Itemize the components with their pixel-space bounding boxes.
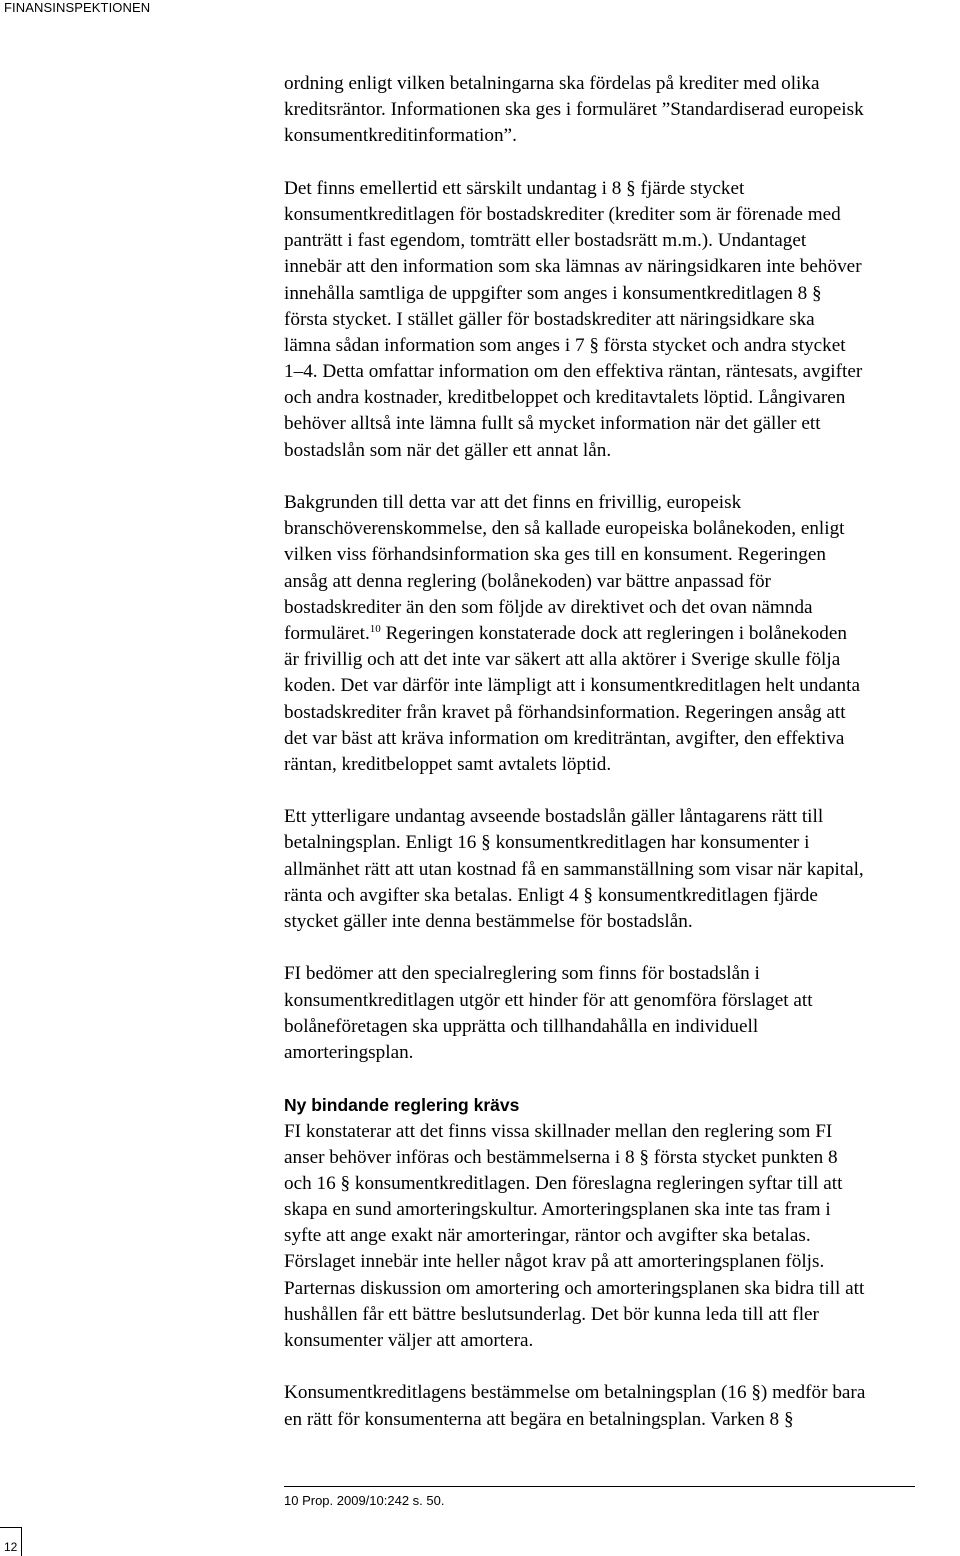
text-line: och andra kostnader, kreditbeloppet och kreditavtalets löptid. Långivaren: [284, 387, 846, 409]
paragraph: [284, 961, 960, 1066]
text-line: ansåg att denna reglering (bolånekoden) var bättre anpassad för: [284, 570, 771, 592]
text-line: en rätt för konsumenterna att begära en betalningsplan. Varken 8 §: [284, 1408, 794, 1430]
text-line: FI konstaterar att det finns vissa skillnader mellan den reglering som FI: [284, 1120, 833, 1142]
text-line: det var bäst att kräva information om krediträntan, avgifter, den effektiva: [284, 727, 845, 749]
paragraph: [284, 176, 960, 464]
text-line: ordning enligt vilken betalningarna ska fördelas på krediter med olika: [284, 73, 820, 94]
text-line: behöver alltså inte lämna fullt så mycket information när det gäller ett: [284, 413, 821, 435]
text-line: innebär att den information som ska lämnas av näringsidkaren inte behöver: [284, 256, 862, 278]
text-line: koden. Det var därför inte lämpligt att i konsumentkreditlagen helt undanta: [284, 675, 860, 697]
running-header: FINANSINSPEKTIONEN: [4, 0, 151, 15]
section: [284, 1092, 960, 1354]
paragraph: [284, 71, 960, 150]
text-line: konsumentkreditlagen utgör ett hinder för att genomföra förslaget att: [284, 989, 813, 1011]
text-line: Konsumentkreditlagens bestämmelse om betalningsplan (16 §) medför bara: [284, 1382, 866, 1404]
text-line: panträtt i fast egendom, tomträtt eller bostadsrätt m.m.). Undantaget: [284, 230, 807, 252]
text-line: Parternas diskussion om amortering och amorteringsplanen ska bidra till att: [284, 1277, 865, 1299]
text-line: [284, 621, 960, 647]
text-line: 1–4. Detta omfattar information om den effektiva räntan, räntesats, avgifter: [284, 361, 863, 383]
paragraph: [284, 804, 960, 935]
text-line: FI bedömer att den specialreglering som finns för bostadslån i: [284, 963, 760, 985]
text-line: ränta och avgifter ska betalas. Enligt 4 § konsumentkreditlagen fjärde: [284, 884, 818, 906]
text-fragment: formuläret.: [284, 622, 370, 644]
text-line: lämna sådan information som anges i 7 § första stycket och andra stycket: [284, 334, 846, 356]
text-line: branschöverenskommelse, den så kallade europeiska bolånekoden, enligt: [284, 518, 845, 540]
text-line: hushållen får ett bättre beslutsunderlag. Det bör kunna leda till att fler: [284, 1303, 819, 1325]
section-heading: Ny bindande reglering krävs: [284, 1095, 520, 1116]
paragraph: [284, 490, 960, 778]
text-line: Ett ytterligare undantag avseende bostadslån gäller låntagarens rätt till: [284, 806, 824, 828]
text-line: Det finns emellertid ett särskilt undantag i 8 § fjärde stycket: [284, 177, 745, 199]
text-line: allmänhet rätt att utan kostnad få en sammanställning som visar när kapital,: [284, 858, 864, 880]
footnote-separator: [284, 1486, 915, 1487]
text-line: amorteringsplan.: [284, 1041, 414, 1063]
paragraph: [284, 1380, 960, 1432]
text-line: Förslaget innebär inte heller något krav på att amorteringsplanen följs.: [284, 1251, 825, 1273]
body-text: [284, 71, 960, 1433]
text-line: betalningsplan. Enligt 16 § konsumentkreditlagen har konsumenter i: [284, 832, 810, 854]
text-line: bostadskrediter än den som följde av direktivet och det ovan nämnda: [284, 596, 813, 618]
text-line: konsumentkreditinformation”.: [284, 125, 517, 147]
text-line: är frivillig och att det inte var säkert att alla aktörer i Sverige skulle följa: [284, 649, 841, 671]
text-line: stycket gäller inte denna bestämmelse för bostadslån.: [284, 911, 693, 932]
text-line: kreditsräntor. Informationen ska ges i formuläret ”Standardiserad europeisk: [284, 99, 864, 121]
text-fragment: Regeringen konstaterade dock att regleringen i bolånekoden: [380, 622, 847, 644]
text-line: räntan, kreditbeloppet samt avtalets löptid.: [284, 753, 612, 775]
text-line: anser behöver införas och bestämmelserna i 8 § första stycket punkten 8: [284, 1146, 838, 1168]
text-line: bolåneföretagen ska upprätta och tillhandahålla en individuell: [284, 1015, 759, 1037]
footnote-reference[interactable]: 10: [369, 622, 381, 635]
text-line: innehålla samtliga de uppgifter som anges i konsumentkreditlagen 8 §: [284, 282, 822, 304]
text-line: skapa en sund amorteringskultur. Amorteringsplanen ska inte tas fram i: [284, 1199, 831, 1221]
page-number: 12: [4, 1540, 18, 1554]
text-line: konsumenter väljer att amortera.: [284, 1330, 534, 1351]
text-line: konsumentkreditlagen för bostadskrediter (krediter som är förenade med: [284, 203, 841, 225]
text-line: bostadslån som när det gäller ett annat lån.: [284, 439, 612, 461]
text-line: och 16 § konsumentkreditlagen. Den föreslagna regleringen syftar till att: [284, 1172, 843, 1194]
text-line: bostadskrediter från kravet på förhandsinformation. Regeringen ansåg att: [284, 701, 846, 723]
text-line: syfte att ange exakt när amorteringar, räntor och avgifter ska betalas.: [284, 1225, 811, 1247]
text-line: Bakgrunden till detta var att det finns en frivillig, europeisk: [284, 492, 742, 513]
text-line: första stycket. I stället gäller för bostadskrediter att näringsidkare ska: [284, 308, 815, 330]
footnote: 10 Prop. 2009/10:242 s. 50.: [284, 1493, 445, 1508]
text-line: vilken viss förhandsinformation ska ges till en konsument. Regeringen: [284, 544, 826, 566]
